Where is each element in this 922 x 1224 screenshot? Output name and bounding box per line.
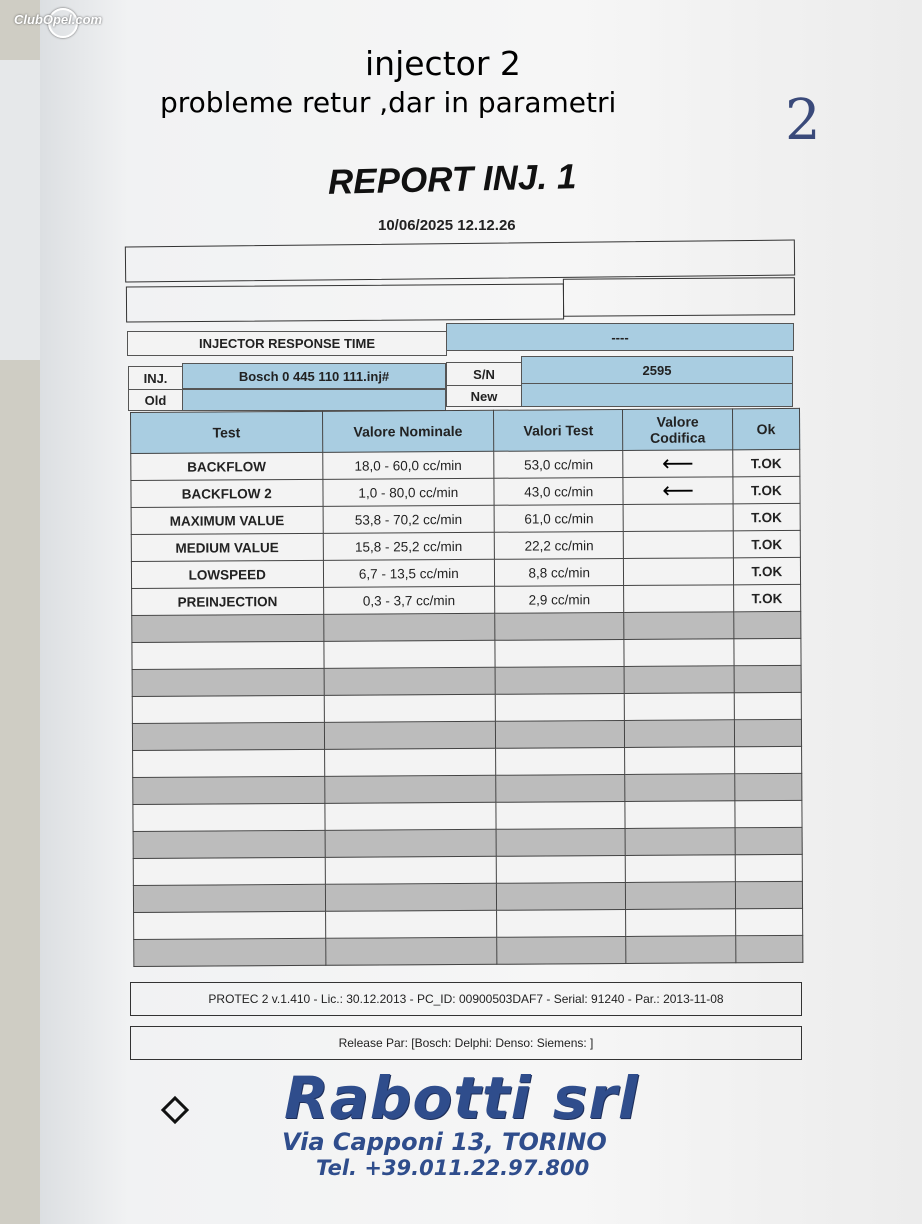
empty-cell xyxy=(625,693,734,721)
empty-cell xyxy=(497,936,627,964)
empty-cell xyxy=(134,938,326,966)
empty-cell xyxy=(496,747,626,775)
empty-cell xyxy=(133,749,325,777)
empty-cell xyxy=(734,692,801,719)
empty-row xyxy=(133,854,802,885)
empty-cell xyxy=(325,829,497,857)
cell-test-value: 61,0 cc/min xyxy=(494,504,624,532)
header-nominal: Valore Nominale xyxy=(322,410,494,452)
empty-cell xyxy=(132,641,324,669)
empty-cell xyxy=(495,666,625,694)
empty-cell xyxy=(626,882,735,910)
empty-row xyxy=(133,881,802,912)
empty-cell xyxy=(325,910,497,938)
cell-coding xyxy=(624,558,733,586)
inj-label: INJ. xyxy=(128,366,183,390)
empty-cell xyxy=(735,827,802,854)
empty-row xyxy=(132,638,801,669)
cell-ok: T.OK xyxy=(733,503,800,530)
empty-row xyxy=(133,827,802,858)
cell-nominal: 53,8 - 70,2 cc/min xyxy=(323,505,495,533)
report-title: REPORT INJ. 1 xyxy=(327,157,577,202)
cell-coding xyxy=(624,504,733,532)
cell-test-value: 8,8 cc/min xyxy=(494,558,624,586)
cell-test: MEDIUM VALUE xyxy=(131,533,323,561)
empty-row xyxy=(133,773,802,804)
header-box-top xyxy=(125,239,795,282)
company-stamp-name: Rabotti srl xyxy=(284,1064,639,1132)
empty-cell xyxy=(625,720,734,748)
empty-cell xyxy=(734,665,801,692)
empty-cell xyxy=(625,774,734,802)
empty-cell xyxy=(624,639,733,667)
empty-cell xyxy=(132,668,324,696)
empty-cell xyxy=(323,613,495,641)
cell-test: PREINJECTION xyxy=(132,587,324,615)
cell-nominal: 0,3 - 3,7 cc/min xyxy=(323,586,495,614)
empty-cell xyxy=(735,854,802,881)
cell-test-value: 53,0 cc/min xyxy=(494,450,624,478)
report-datetime: 10/06/2025 12.12.26 xyxy=(378,217,516,234)
empty-cell xyxy=(496,801,626,829)
empty-cell xyxy=(497,909,627,937)
cell-nominal: 6,7 - 13,5 cc/min xyxy=(323,559,495,587)
response-time-value: ---- xyxy=(446,323,794,351)
header-test: Test xyxy=(131,411,323,453)
cell-ok: T.OK xyxy=(733,584,800,611)
empty-cell xyxy=(133,803,325,831)
empty-cell xyxy=(626,936,735,964)
cell-ok: T.OK xyxy=(733,476,800,503)
empty-cell xyxy=(496,828,626,856)
empty-cell xyxy=(496,855,626,883)
empty-cell xyxy=(133,830,325,858)
empty-cell xyxy=(735,935,802,962)
empty-cell xyxy=(624,612,733,640)
empty-cell xyxy=(734,746,801,773)
table-row xyxy=(131,557,800,588)
empty-row xyxy=(133,746,802,777)
empty-cell xyxy=(325,856,497,884)
test-results-table xyxy=(130,408,803,967)
empty-cell xyxy=(495,639,625,667)
empty-cell xyxy=(324,721,496,749)
arrow-left-icon: ⟵ xyxy=(662,477,694,503)
empty-cell xyxy=(496,774,626,802)
empty-cell xyxy=(324,694,496,722)
empty-cell xyxy=(325,937,497,965)
header-box-middle-left xyxy=(126,283,564,322)
empty-row xyxy=(132,719,801,750)
cell-coding xyxy=(623,477,732,505)
empty-cell xyxy=(734,638,801,665)
table-row xyxy=(131,449,800,480)
release-info-footer: Release Par: [Bosch: Delphi: Denso: Siemens: ] xyxy=(130,1026,802,1060)
sn-value: 2595 xyxy=(521,356,793,384)
empty-cell xyxy=(626,855,735,883)
cell-test: MAXIMUM VALUE xyxy=(131,506,323,534)
handwritten-injector-note: injector 2 xyxy=(365,44,521,83)
empty-cell xyxy=(495,720,625,748)
empty-row xyxy=(132,611,801,642)
new-label: New xyxy=(446,385,522,407)
empty-row xyxy=(134,908,803,939)
software-info-footer: PROTEC 2 v.1.410 - Lic.: 30.12.2013 - PC_ID: 00900503DAF7 - Serial: 91240 - Par.: 2013-11-08 xyxy=(130,982,802,1016)
cell-coding xyxy=(624,531,733,559)
empty-cell xyxy=(132,614,324,642)
table-row xyxy=(131,476,800,507)
empty-cell xyxy=(625,801,734,829)
empty-cell xyxy=(734,719,801,746)
cell-coding xyxy=(624,585,733,613)
empty-cell xyxy=(324,802,496,830)
table-row xyxy=(132,584,801,615)
cell-nominal: 15,8 - 25,2 cc/min xyxy=(323,532,495,560)
table-row xyxy=(131,530,800,561)
empty-row xyxy=(132,692,801,723)
cell-test: BACKFLOW xyxy=(131,452,323,480)
empty-cell xyxy=(324,748,496,776)
old-value xyxy=(182,389,446,411)
empty-row xyxy=(133,800,802,831)
empty-cell xyxy=(734,773,801,800)
cell-ok: T.OK xyxy=(732,449,799,476)
cell-test-value: 43,0 cc/min xyxy=(494,477,624,505)
company-stamp-address: Via Capponi 13, TORINO xyxy=(282,1128,607,1156)
empty-cell xyxy=(735,908,802,935)
empty-row xyxy=(132,665,801,696)
old-label: Old xyxy=(128,389,183,411)
empty-cell xyxy=(496,882,626,910)
cell-test-value: 22,2 cc/min xyxy=(494,531,624,559)
arrow-left-icon: ⟵ xyxy=(662,450,694,476)
empty-cell xyxy=(133,857,325,885)
cell-nominal: 1,0 - 80,0 cc/min xyxy=(322,478,494,506)
empty-cell xyxy=(324,667,496,695)
sn-label: S/N xyxy=(446,362,522,386)
cell-test: BACKFLOW 2 xyxy=(131,479,323,507)
empty-cell xyxy=(625,666,734,694)
empty-cell xyxy=(495,612,625,640)
inj-value: Bosch 0 445 110 111.inj# xyxy=(182,363,446,389)
table-row xyxy=(131,503,800,534)
empty-cell xyxy=(495,693,625,721)
cell-test: LOWSPEED xyxy=(131,560,323,588)
header-coding: Valore Codifica xyxy=(623,409,733,451)
empty-cell xyxy=(625,828,734,856)
empty-cell xyxy=(735,881,802,908)
empty-cell xyxy=(133,776,325,804)
empty-cell xyxy=(325,883,497,911)
empty-cell xyxy=(132,722,324,750)
empty-cell xyxy=(626,909,735,937)
empty-cell xyxy=(133,884,325,912)
empty-cell xyxy=(324,775,496,803)
cell-nominal: 18,0 - 60,0 cc/min xyxy=(322,451,494,479)
handwritten-page-number: 2 xyxy=(785,88,821,153)
empty-row xyxy=(134,935,803,966)
company-stamp-phone: Tel. +39.011.22.97.800 xyxy=(316,1156,590,1180)
empty-cell xyxy=(735,800,802,827)
handwritten-problem-note: probleme retur ,dar in parametri xyxy=(160,86,617,119)
header-box-middle-right xyxy=(563,277,795,317)
response-time-label: INJECTOR RESPONSE TIME xyxy=(127,331,447,356)
empty-cell xyxy=(625,747,734,775)
empty-cell xyxy=(132,695,324,723)
cell-coding xyxy=(623,450,732,478)
empty-cell xyxy=(323,640,495,668)
table-header-row xyxy=(131,408,800,453)
empty-cell xyxy=(134,911,326,939)
cell-ok: T.OK xyxy=(733,557,800,584)
watermark: ClubOpel.com xyxy=(14,12,103,27)
new-value xyxy=(521,383,793,407)
cell-test-value: 2,9 cc/min xyxy=(495,585,625,613)
header-ok: Ok xyxy=(732,408,799,449)
cell-ok: T.OK xyxy=(733,530,800,557)
header-test-values: Valori Test xyxy=(494,409,624,451)
empty-cell xyxy=(733,611,800,638)
